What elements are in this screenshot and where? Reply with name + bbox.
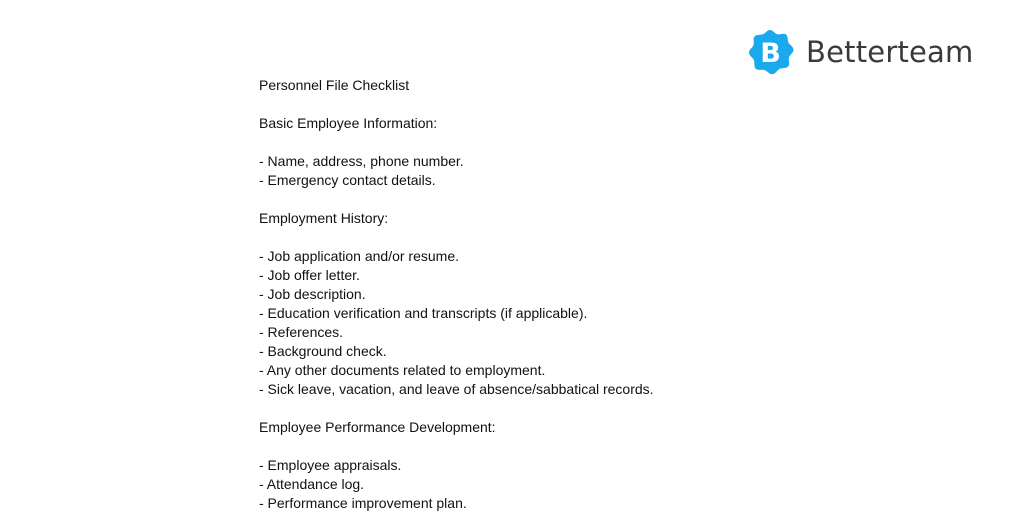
spacer bbox=[259, 228, 859, 247]
spacer bbox=[259, 190, 859, 209]
list-item: - Job application and/or resume. bbox=[259, 248, 459, 264]
checklist-document bbox=[259, 76, 859, 513]
list-item: - Attendance log. bbox=[259, 476, 365, 492]
list-item: - Job offer letter. bbox=[259, 267, 360, 283]
spacer bbox=[259, 133, 859, 152]
section-heading-employment-history: Employment History: bbox=[259, 210, 389, 226]
spacer bbox=[259, 399, 859, 418]
document-title: Personnel File Checklist bbox=[259, 77, 410, 93]
betterteam-logo bbox=[746, 28, 973, 76]
section-heading-basic-info: Basic Employee Information: bbox=[259, 115, 438, 131]
betterteam-badge-icon bbox=[746, 28, 794, 76]
list-item: - Sick leave, vacation, and leave of absence/sabbatical records. bbox=[259, 381, 654, 397]
list-item: - Employee appraisals. bbox=[259, 457, 402, 473]
list-item: - Education verification and transcripts (if applicable). bbox=[259, 305, 588, 321]
list-item: - Background check. bbox=[259, 343, 387, 359]
list-item: - Emergency contact details. bbox=[259, 172, 436, 188]
list-item: - Any other documents related to employment. bbox=[259, 362, 546, 378]
list-item: - Name, address, phone number. bbox=[259, 153, 464, 169]
spacer bbox=[259, 437, 859, 456]
badge-letter: B bbox=[760, 38, 781, 69]
section-heading-performance-development: Employee Performance Development: bbox=[259, 419, 496, 435]
list-item: - Performance improvement plan. bbox=[259, 495, 467, 511]
list-item: - Job description. bbox=[259, 286, 366, 302]
spacer bbox=[259, 95, 859, 114]
list-item: - References. bbox=[259, 324, 344, 340]
brand-name: Betterteam bbox=[806, 35, 974, 69]
